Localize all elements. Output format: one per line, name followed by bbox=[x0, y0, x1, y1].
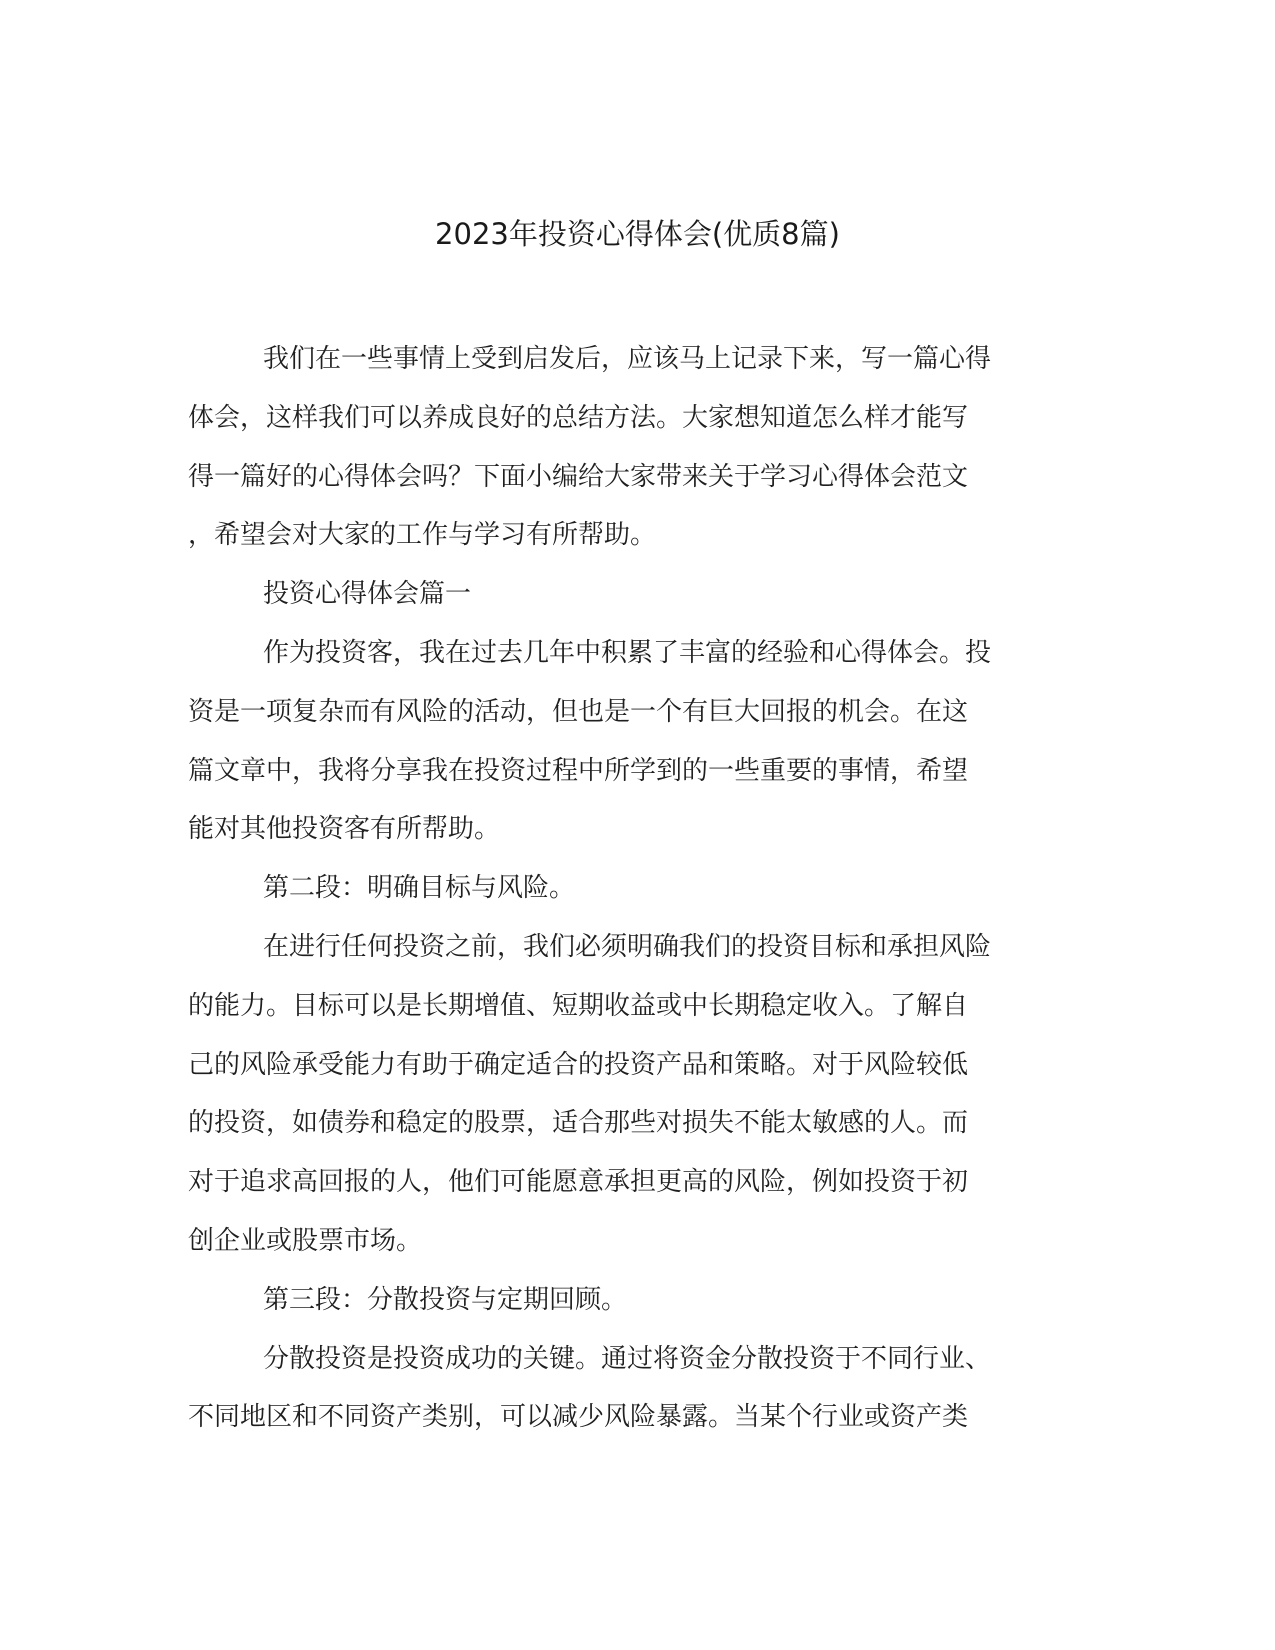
paragraph-line: 在进行任何投资之前，我们必须明确我们的投资目标和承担风险 bbox=[263, 931, 992, 962]
paragraph-line: 不同地区和不同资产类别，可以减少风险暴露。当某个行业或资产类 bbox=[188, 1402, 969, 1433]
section-heading: 投资心得体会篇一 bbox=[263, 579, 472, 610]
paragraph-line: 作为投资客，我在过去几年中积累了丰富的经验和心得体会。投 bbox=[263, 637, 992, 668]
paragraph-line: 己的风险承受能力有助于确定适合的投资产品和策略。对于风险较低 bbox=[188, 1049, 969, 1080]
document-body bbox=[188, 330, 1088, 1447]
paragraph-line: 资是一项复杂而有风险的活动，但也是一个有巨大回报的机会。在这 bbox=[188, 696, 969, 727]
paragraph-line: 对于追求高回报的人，他们可能愿意承担更高的风险，例如投资于初 bbox=[188, 1167, 969, 1198]
paragraph-line: 创企业或股票市场。 bbox=[188, 1225, 423, 1256]
paragraph-line: 体会，这样我们可以养成良好的总结方法。大家想知道怎么样才能写 bbox=[188, 402, 969, 433]
paragraph-line: 的投资，如债券和稳定的股票，适合那些对损失不能太敏感的人。而 bbox=[188, 1108, 969, 1139]
section-heading: 第三段：分散投资与定期回顾。 bbox=[263, 1284, 628, 1315]
paragraph-line: 得一篇好的心得体会吗？下面小编给大家带来关于学习心得体会范文 bbox=[188, 461, 969, 492]
paragraph-line: 的能力。目标可以是长期增值、短期收益或中长期稳定收入。了解自 bbox=[188, 990, 969, 1021]
paragraph-line: 我们在一些事情上受到启发后，应该马上记录下来，写一篇心得 bbox=[263, 344, 992, 374]
paragraph-line: 能对其他投资客有所帮助。 bbox=[188, 814, 501, 845]
paragraph-line: 篇文章中，我将分享我在投资过程中所学到的一些重要的事情，希望 bbox=[188, 755, 969, 786]
section-heading: 第二段：明确目标与风险。 bbox=[263, 873, 576, 904]
paragraph-line: 分散投资是投资成功的关键。通过将资金分散投资于不同行业、 bbox=[263, 1343, 992, 1374]
paragraph-line: ，希望会对大家的工作与学习有所帮助。 bbox=[188, 520, 657, 551]
document-title: 2023年投资心得体会(优质8篇) bbox=[435, 217, 840, 251]
